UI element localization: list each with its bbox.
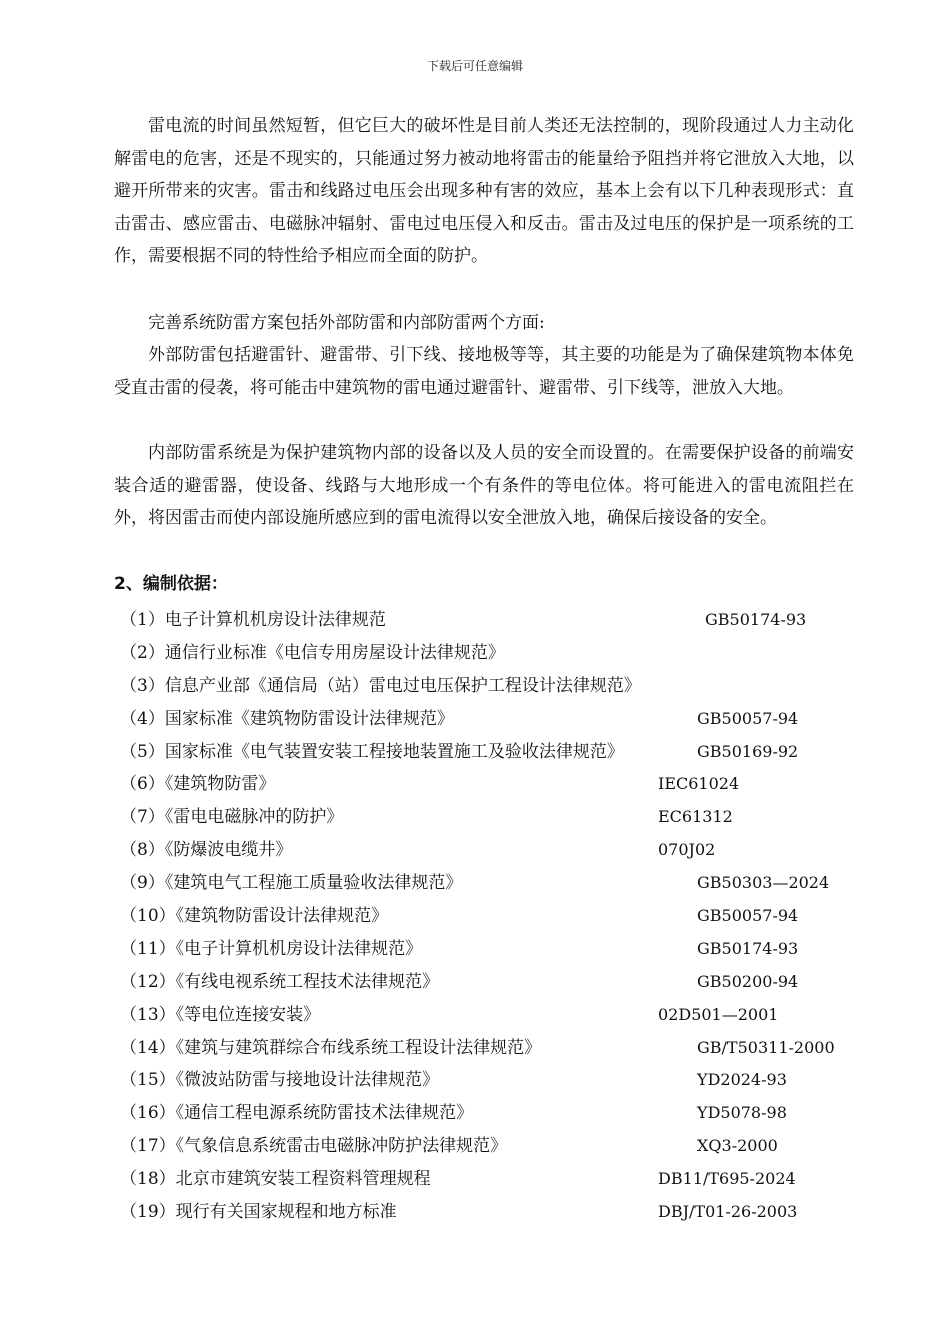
reference-code: GB/T50311-2000: [697, 1037, 835, 1057]
reference-title: （1）电子计算机机房设计法律规范: [120, 610, 386, 630]
reference-item: [120, 768, 860, 801]
reference-code: GB50174-93: [705, 610, 807, 629]
reference-code: GB50057-94: [697, 906, 799, 926]
reference-title: （9）《建筑电气工程施工质量验收法律规范》: [120, 873, 463, 894]
reference-item: [120, 1196, 860, 1229]
reference-item: [120, 933, 860, 966]
reference-item: [120, 670, 860, 703]
reference-item: [120, 703, 860, 736]
reference-code: GB50174-93: [697, 938, 799, 958]
reference-title: （7）《雷电电磁脉冲的防护》: [120, 807, 344, 828]
reference-code: GB50200-94: [697, 971, 799, 991]
reference-item: [120, 900, 860, 933]
reference-item: [120, 604, 860, 637]
reference-list: [120, 604, 860, 1229]
reference-item: [120, 966, 860, 999]
reference-code: GB50303—2024: [697, 873, 830, 893]
reference-title: （3）信息产业部《通信局（站）雷电过电压保护工程设计法律规范》: [120, 675, 641, 696]
reference-code: GB50169-92: [697, 741, 799, 761]
reference-item: [120, 1163, 860, 1196]
reference-code: DBJ/T01-26-2003: [658, 1202, 798, 1222]
reference-title: （5）国家标准《电气装置安装工程接地装置施工及验收法律规范》: [120, 741, 624, 762]
reference-code: 070J02: [658, 840, 716, 860]
reference-title: （8）《防爆波电缆井》: [120, 840, 293, 861]
reference-title: （12）《有线电视系统工程技术法律规范》: [120, 971, 440, 992]
reference-item: [120, 1097, 860, 1130]
reference-code: DB11/T695-2024: [658, 1169, 796, 1189]
reference-item: [120, 1032, 860, 1065]
reference-code: IEC61024: [658, 774, 740, 794]
reference-item: [120, 834, 860, 867]
reference-code: GB50057-94: [697, 708, 799, 728]
reference-title: （13）《等电位连接安装》: [120, 1004, 321, 1025]
section-heading: 2、编制依据：: [114, 574, 228, 594]
reference-title: （17）《气象信息系统雷击电磁脉冲防护法律规范》: [120, 1136, 508, 1157]
reference-title: （6）《建筑物防雷》: [120, 774, 276, 795]
reference-title: （19）现行有关国家规程和地方标准: [120, 1202, 397, 1223]
reference-title: （4）国家标准《建筑物防雷设计法律规范》: [120, 708, 454, 729]
reference-item: [120, 867, 860, 900]
reference-code: XQ3-2000: [697, 1136, 778, 1156]
paragraph-protection-scope: 完善系统防雷方案包括外部防雷和内部防雷两个方面:: [148, 313, 545, 333]
reference-item: [120, 1130, 860, 1163]
page-header: 下载后可任意编辑: [426, 59, 523, 73]
reference-item: [120, 801, 860, 834]
reference-title: （2）通信行业标准《电信专用房屋设计法律规范》: [120, 642, 505, 663]
paragraph-lightning-intro: 雷电流的时间虽然短暂，但它巨大的破坏性是目前人类还无法控制的，现阶段通过人力主动化解雷电的危害，还是不现实的，只能通过努力被动地将雷击的能量给予阻挡并将它泄放入大地，以避开所带来的灾害。雷击和线路过电压会出现多种有害的效应，基本上会有以下几种表现形式：直击雷击、感应雷击、电磁脉冲辐射、雷电过电压侵入和反击。雷击及过电压的保护是一项系统的工作，需要根据不同的特性给予相应而全面的防护。: [114, 116, 854, 267]
reference-code: 02D501—2001: [658, 1004, 779, 1024]
paragraph-internal-protection: 内部防雷系统是为保护建筑物内部的设备以及人员的安全而设置的。在需要保护设备的前端安装合适的避雷器，使设备、线路与大地形成一个有条件的等电位体。将可能进入的雷电流阻拦在外，将因雷击而使内部设施所感应到的雷电流得以安全泄放入地，确保后接设备的安全。: [114, 443, 854, 529]
reference-title: （16）《通信工程电源系统防雷技术法律规范》: [120, 1103, 474, 1124]
reference-item: [120, 1064, 860, 1097]
reference-title: （15）《微波站防雷与接地设计法律规范》: [120, 1070, 440, 1091]
reference-code: YD2024-93: [697, 1070, 787, 1090]
reference-code: YD5078-98: [697, 1103, 787, 1123]
reference-title: （18）北京市建筑安装工程资料管理规程: [120, 1169, 431, 1190]
paragraph-external-protection: 外部防雷包括避雷针、避雷带、引下线、接地极等等，其主要的功能是为了确保建筑物本体免受直击雷的侵袭，将可能击中建筑物的雷电通过避雷针、避雷带、引下线等，泄放入大地。: [114, 345, 854, 398]
reference-item: [120, 736, 860, 769]
reference-item: [120, 637, 860, 670]
reference-item: [120, 999, 860, 1032]
reference-title: （10）《建筑物防雷设计法律规范》: [120, 906, 389, 927]
reference-code: EC61312: [658, 807, 733, 827]
reference-title: （11）《电子计算机机房设计法律规范》: [120, 938, 423, 959]
reference-title: （14）《建筑与建筑群综合布线系统工程设计法律规范》: [120, 1037, 542, 1058]
